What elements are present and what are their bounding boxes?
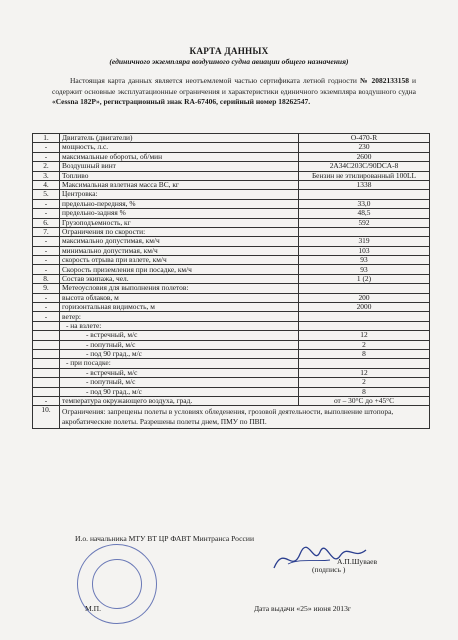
row-parameter: максимально допустимая, км/ч bbox=[60, 237, 299, 246]
table-row bbox=[33, 274, 430, 283]
row-parameter: Топливо bbox=[60, 171, 299, 180]
row-number: - bbox=[33, 209, 60, 218]
row-number: 7. bbox=[33, 227, 60, 236]
row-parameter: Состав экипажа, чел. bbox=[60, 274, 299, 283]
row-value: от – 30°С до +45°С bbox=[299, 396, 430, 405]
row-parameter: горизонтальная видимость, м bbox=[60, 303, 299, 312]
row-parameter: - встречный, м/с bbox=[60, 368, 299, 377]
row-number: - bbox=[33, 265, 60, 274]
row-value: 12 bbox=[299, 331, 430, 340]
row-number bbox=[33, 340, 60, 349]
table-row bbox=[33, 143, 430, 152]
row-parameter: предельно-передняя, % bbox=[60, 199, 299, 208]
table-row bbox=[33, 312, 430, 321]
row-value: 2 bbox=[299, 378, 430, 387]
table-row bbox=[33, 321, 430, 330]
row-value: 2600 bbox=[299, 152, 430, 161]
row-number bbox=[33, 387, 60, 396]
row-parameter: - встречный, м/с bbox=[60, 331, 299, 340]
row-parameter: мощность, л.с. bbox=[60, 143, 299, 152]
row-number: 1. bbox=[33, 134, 60, 143]
table-row bbox=[33, 209, 430, 218]
row-number bbox=[33, 359, 60, 368]
row-number: - bbox=[33, 143, 60, 152]
intro-text-1: Настоящая карта данных является неотъемлемой частью сертификата летной годности bbox=[70, 76, 357, 85]
row-parameter: максимальные обороты, об/мин bbox=[60, 152, 299, 161]
intro-text-2: и содержит основные эксплуатационные ограничения и характеристики единичного экземпляра воздушного судна bbox=[52, 76, 416, 96]
row-value: 103 bbox=[299, 246, 430, 255]
row-value bbox=[299, 284, 430, 293]
row-parameter: Метеоусловия для выполнения полетов: bbox=[60, 284, 299, 293]
seal-emblem bbox=[92, 559, 142, 609]
row-number: - bbox=[33, 152, 60, 161]
table-row bbox=[33, 256, 430, 265]
row-number: - bbox=[33, 293, 60, 302]
row-parameter: Двигатель (двигатели) bbox=[60, 134, 299, 143]
limits-row bbox=[33, 406, 430, 429]
row-number: 4. bbox=[33, 180, 60, 189]
table-row bbox=[33, 293, 430, 302]
table-row bbox=[33, 359, 430, 368]
row-value bbox=[299, 359, 430, 368]
row-value: 8 bbox=[299, 387, 430, 396]
aircraft-identification: «Cessna 182P», регистрационный знак RA-67406, серийный номер 18262547. bbox=[52, 97, 311, 107]
table-row bbox=[33, 171, 430, 180]
row-value: 93 bbox=[299, 256, 430, 265]
table-row bbox=[33, 265, 430, 274]
row-value: О-470-R bbox=[299, 134, 430, 143]
row-parameter: температура окружающего воздуха, град. bbox=[60, 396, 299, 405]
row-value: 1 (2) bbox=[299, 274, 430, 283]
row-number: 6. bbox=[33, 218, 60, 227]
row-number: 2. bbox=[33, 162, 60, 171]
row-number bbox=[33, 349, 60, 358]
row-number: - bbox=[33, 237, 60, 246]
row-value bbox=[299, 321, 430, 330]
table-row bbox=[33, 396, 430, 405]
table-row bbox=[33, 190, 430, 199]
row-parameter: Грузоподъемность, кг bbox=[60, 218, 299, 227]
stamp-label: М.П. bbox=[85, 604, 102, 613]
signatory-name: А.П.Шуваев bbox=[337, 557, 378, 566]
row-number: 3. bbox=[33, 171, 60, 180]
row-value bbox=[299, 312, 430, 321]
table-row bbox=[33, 134, 430, 143]
cert-number: 2082133158 bbox=[371, 76, 409, 85]
row-parameter: высота облаков, м bbox=[60, 293, 299, 302]
table-row bbox=[33, 237, 430, 246]
row-value bbox=[299, 190, 430, 199]
row-number: - bbox=[33, 396, 60, 405]
document-subtitle: (единичного экземпляра воздушного судна авиации общего назначения) bbox=[109, 57, 349, 66]
row-value: 200 bbox=[299, 293, 430, 302]
table-row bbox=[33, 162, 430, 171]
handwritten-signature bbox=[270, 538, 370, 578]
row-value: 2 bbox=[299, 340, 430, 349]
row-value: 2А34С203С/90DCA-8 bbox=[299, 162, 430, 171]
row-parameter: ветер: bbox=[60, 312, 299, 321]
row-parameter: - при посадке: bbox=[60, 359, 299, 368]
row-number: - bbox=[33, 303, 60, 312]
table-row bbox=[33, 180, 430, 189]
row-parameter: - под 90 град., м/с bbox=[60, 349, 299, 358]
row-parameter: минимально допустимая, км/ч bbox=[60, 246, 299, 255]
row-number: - bbox=[33, 256, 60, 265]
row-number: 5. bbox=[33, 190, 60, 199]
row-number bbox=[33, 378, 60, 387]
row-value: 12 bbox=[299, 368, 430, 377]
row-parameter: Скорость приземления при посадке, км/ч bbox=[60, 265, 299, 274]
table-row bbox=[33, 246, 430, 255]
row-number bbox=[33, 321, 60, 330]
table-row bbox=[33, 387, 430, 396]
row-number: 10. bbox=[33, 406, 60, 429]
row-parameter: - попутный, м/с bbox=[60, 340, 299, 349]
intro-paragraph bbox=[52, 76, 416, 108]
signatory-position: И.о. начальника МТУ ВТ ЦР ФАВТ Минтранса России bbox=[75, 534, 255, 543]
row-value: 230 bbox=[299, 143, 430, 152]
row-number: 8. bbox=[33, 274, 60, 283]
row-value: 93 bbox=[299, 265, 430, 274]
row-number bbox=[33, 368, 60, 377]
row-value bbox=[299, 227, 430, 236]
limits-text: Ограничения: запрещены полеты в условиях обледенения, грозовой деятельности, выполнение штопора, акробатические полеты. Разрешены полеты днем, ПМУ по ПВП. bbox=[60, 406, 430, 429]
table-row bbox=[33, 378, 430, 387]
row-parameter: - на взлете: bbox=[60, 321, 299, 330]
row-parameter: предельно-задняя % bbox=[60, 209, 299, 218]
row-number: - bbox=[33, 312, 60, 321]
signature-caption: (подпись ) bbox=[312, 565, 346, 574]
table-row bbox=[33, 284, 430, 293]
row-number: 9. bbox=[33, 284, 60, 293]
table-row bbox=[33, 227, 430, 236]
row-parameter: - попутный, м/с bbox=[60, 378, 299, 387]
row-number bbox=[33, 331, 60, 340]
row-value: 1338 bbox=[299, 180, 430, 189]
table-row bbox=[33, 331, 430, 340]
row-value: 8 bbox=[299, 349, 430, 358]
table-row bbox=[33, 340, 430, 349]
row-value: 592 bbox=[299, 218, 430, 227]
row-parameter: скорость отрыва при взлете, км/ч bbox=[60, 256, 299, 265]
row-value: 319 bbox=[299, 237, 430, 246]
row-value: 33,0 bbox=[299, 199, 430, 208]
official-seal bbox=[77, 544, 157, 624]
specs-table bbox=[32, 133, 430, 429]
row-value: Бензин не этилированный 100LL bbox=[299, 171, 430, 180]
table-row bbox=[33, 368, 430, 377]
table-row bbox=[33, 152, 430, 161]
row-parameter: Воздушный винт bbox=[60, 162, 299, 171]
table-row bbox=[33, 218, 430, 227]
row-parameter: - под 90 град., м/с bbox=[60, 387, 299, 396]
issue-date: Дата выдачи «25» июня 2013г bbox=[254, 604, 352, 613]
table-row bbox=[33, 349, 430, 358]
row-parameter: Ограничения по скорости: bbox=[60, 227, 299, 236]
document-title: КАРТА ДАННЫХ bbox=[189, 46, 269, 56]
row-value: 2000 bbox=[299, 303, 430, 312]
row-parameter: Максимальная взлетная масса ВС, кг bbox=[60, 180, 299, 189]
row-parameter: Центровка: bbox=[60, 190, 299, 199]
row-number: - bbox=[33, 246, 60, 255]
row-value: 48,5 bbox=[299, 209, 430, 218]
table-row bbox=[33, 303, 430, 312]
table-row bbox=[33, 199, 430, 208]
cert-number-prefix: № bbox=[359, 76, 369, 85]
row-number: - bbox=[33, 199, 60, 208]
